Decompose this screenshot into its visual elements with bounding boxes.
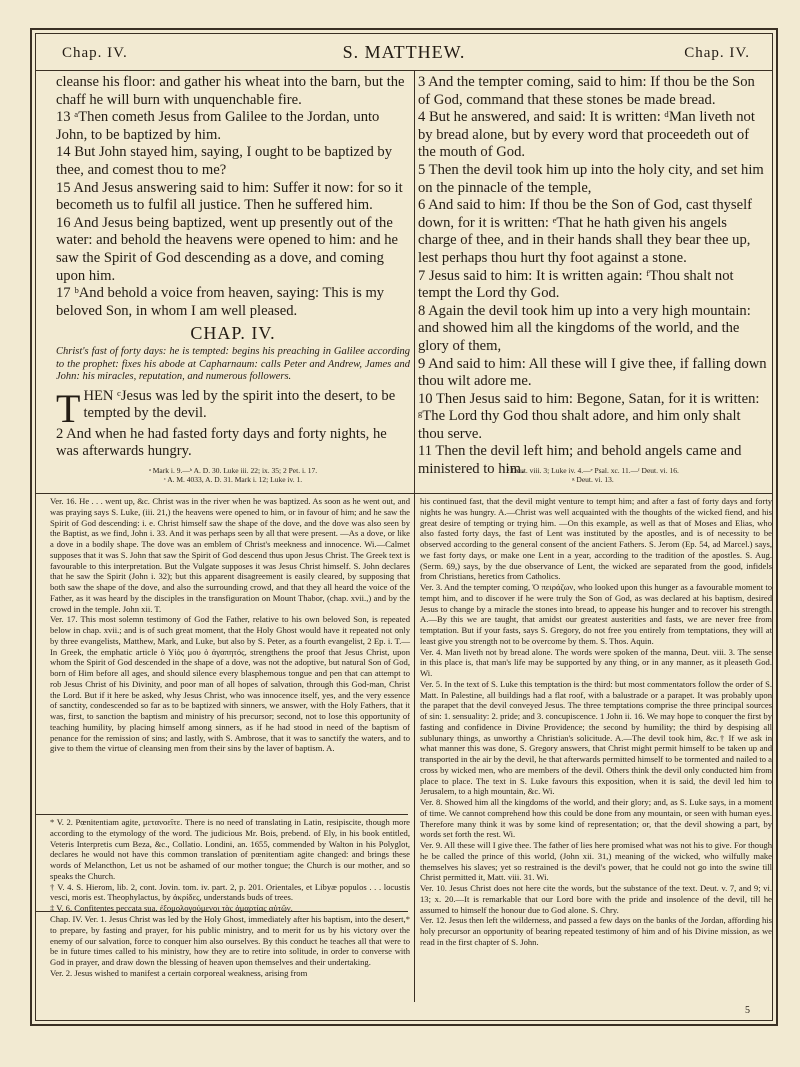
- commentary-paragraph: Ver. 2. Jesus wished to manifest a certain corporeal weakness, arising from: [50, 967, 308, 978]
- footnote: ᵍ Deut. vi. 13.: [572, 475, 614, 484]
- commentary-rule: [36, 493, 772, 494]
- footnote: ᵈ Deut. viii. 3; Luke iv. 4.—ᵉ Psal. xc. 11.—ᶠ Deut. vi. 16.: [507, 466, 679, 475]
- left-text-column: [56, 74, 410, 460]
- page-inner-frame: [35, 33, 773, 1021]
- verse: 7 Jesus said to him: It is written again: ᶠThou shalt not tempt the Lord thy God.: [418, 267, 734, 302]
- footnotes-left: [56, 466, 410, 490]
- verse-1: [56, 385, 410, 431]
- commentary-right: [420, 496, 772, 992]
- commentary-paragraph: Ver. 12. Jesus then left the wilderness, and passed a few days on the banks of the Jordan, affording his holy precursor an opportunity of bearing repeated testimony of him and of his Divine mission, as we read in the first chapter of S. John.: [420, 915, 772, 947]
- footnote: ᶜ A. M. 4033, A. D. 31. Mark i. 12; Luke iv. 1.: [163, 475, 303, 484]
- running-header: [36, 42, 772, 64]
- notes-rule: [36, 814, 408, 815]
- page-frame: [30, 28, 778, 1026]
- verse: 13 ᵃThen cometh Jesus from Galilee to the Jordan, unto John, to be baptized by him.: [56, 109, 380, 143]
- commentary-paragraph: Ver. 17. This most solemn testimony of God the Father, relative to his own beloved Son, is repeated below in chap. xvii.; and is of such great moment, that the Holy Ghost would have it repeated not only by three evangelists, Matthew, Mark, and Luke, but also by S. Peter, as a fourth evangelist, 2 Ep. i. T.—In Greek, the emphatic article ὁ Υἱός μου ὁ ἀγαπητός, strengthens the proof that Jesus Christ, upon whom the Spirit of God descended in the shape of a dove, was not the adoptive, but natural Son of God, born of Him before all ages, and should silence every blasphemous tongue and pen that can attempt to rob Jesus Christ of his Divinity, and poor man of all hopes of salvation, through this God-man, Christ the Lord. But if it here be asked, why Jesus Christ, who was innocence itself, yes, and the very essence of sanctity, condescended so far as to be baptized with sinners, we answer, with the Holy Fathers, that it was, first, to sanction the baptism and ministry of his precursor; second, not to lose this opportunity of teaching humility, by placing himself among sinners, as if he had stood in need of the baptism of penance for the remission of sins; and lastly, with S. Ambrose, that it was to sanctify the waters, and to give to them the virtue of cleansing men from their sins by the laver of baptism. A.: [50, 614, 410, 754]
- commentary-paragraph: Ver. 8. Showed him all the kingdoms of the world, and their glory; and, as S. Luke says, in a moment of time. We cannot comprehend how this could be done from any mountain, or seen with human eyes. Therefore many think it was by some kind of representation; or, that the devil showing a part, by words set forth the rest. Wi.: [420, 797, 772, 840]
- verse: 10 Then Jesus said to him: Begone, Satan, for it is written: ᵍThe Lord thy God thou shalt adore, and him only shalt thou serve.: [418, 390, 760, 442]
- footnote: ᵃ Mark i. 9.—ᵇ A. D. 30. Luke iii. 22; ix. 35; 2 Pet. i. 17.: [148, 466, 318, 475]
- column-divider-lower: [414, 494, 415, 1002]
- note: * V. 2. Pœnitentiam agite, μετανοεῖτε. There is no need of translating in Latin, resipiscite, though more according to the etymology of the word. The judicious Mr. Bois, prebend. of Ely, in his book entitled, Veteris Interpretis cum Beza, &c., Collatio. Londini, an. 1655, commended by Walton in his Polyglot, declares he would not have this common translation of pœnitentiam agite changed: and brings these words of Melancthon, Let us not be ashamed of our mother tongue; the Church is our mother, and so speaks the Church.: [50, 817, 410, 881]
- commentary-paragraph: Chap. IV. Ver. 1. Jesus Christ was led by the Holy Ghost, immediately after his baptism, into the desert,* to prepare, by fasting and prayer, for his public ministry, and to merit for us by his victory over the enemy of our salvation, force to conquer him also ourselves. By this conduct he teaches all that were to be in future times called to his ministry, how they are to retire into solitude, in order to converse with God in prayer, and draw down the blessing of heaven upon themselves and their undertaking.: [50, 914, 410, 967]
- commentary-left-upper: [50, 496, 410, 814]
- header-right: Chap. IV.: [684, 45, 750, 61]
- header-rule: [36, 70, 772, 71]
- drop-cap: T: [56, 385, 81, 431]
- notes-rule-bottom: [36, 911, 408, 912]
- footnotes-right: [418, 466, 768, 490]
- column-divider-upper: [414, 71, 415, 493]
- verse: 9 And said to him: All these will I give thee, if falling down thou wilt adore me.: [418, 355, 767, 390]
- commentary-paragraph: Ver. 16. He . . . went up, &c. Christ was in the river when he was baptized. As soon as he went out, and was praying says S. Luke, (iii. 21,) the heavens were opened to him, or in favour of him; and he saw the Spirit of God descending: i. e. Christ himself saw the shape of the dove, and the dove was also seen by the Baptist, as we find, John i. 33. And it was perhaps seen by all that were present. —As a dove, or like a dove in a bodily shape. The dove was an emblem of Christ's meekness and innocence. Wi.—Calmet supposes that it was S. John that saw the Spirit of God descend thus upon Jesus Christ. The Greek text is favourable to this interpretation. But the Vulgate supposes it was Jesus Christ himself. S. John declares that he saw the Spirit (John i. 32); but this apparent disagreement is easily cleared, by supposing that both saw the shape of the dove, and also the surrounding crowd, and that they all heard the voice of the Father, as it was heard by the disciples in the transfiguration on Mount Thabor, (chap. xvii.,) and by the crowd in the temple. John xii. T.: [50, 496, 410, 614]
- verse: 4 But he answered, and said: It is written: ᵈMan liveth not by bread alone, but by every word that proceedeth out of the mouth of God.: [418, 109, 755, 161]
- header-title: S. MATTHEW.: [342, 42, 466, 62]
- verse: 17 ᵇAnd behold a voice from heaven, saying: This is my beloved Son, in whom I am well pleased.: [56, 285, 385, 319]
- commentary-paragraph: Ver. 5. In the text of S. Luke this temptation is the third: but most commentators follow the order of S. Matt. In Palestine, all buildings had a flat roof, with a balustrade or a parapet. It was probably upon the parapet that the devil conveyed Jesus. The three temptations comprise the three principal sources of sin: 1. sensuality: 2. pride; and 3. concupiscence. 1 John ii. 16. We may hope to conquer the first by fasting and confidence in Divine Providence; the second by humility; the third by despising all sublunary things, as unworthy a Christian's solicitude. A.—The devil took him, &c.† If we ask in what manner this was done, S. Gregory answers, that Christ might permit himself to be taken up and transported in the air by the devil, he that afterwards permitted himself to be tormented and nailed to a cross by wicked men, who are members of the devil. Others think the devil only conducted him from place to place. The text in S. Luke favours this exposition, when it is said, the devil led him to Jerusalem, to a high mountain, &c. Wi.: [420, 678, 772, 797]
- commentary-paragraph: Ver. 4. Man liveth not by bread alone. The words were spoken of the manna, Deut. viii. 3. The sense in this place is, that man's life may be supported by any thing, or in any manner, as it pleaseth God. Wi.: [420, 646, 772, 678]
- verse: 2 And when he had fasted forty days and forty nights, he was afterwards hungry.: [56, 425, 387, 460]
- verse: 3 And the tempter coming, said to him: If thou be the Son of God, command that these stones be made bread.: [418, 74, 755, 108]
- verse: 15 And Jesus answering said to him: Suffer it now: for so it becometh us to fulfil all justice. Then he suffered him.: [56, 179, 403, 214]
- translation-notes: [50, 817, 410, 913]
- commentary-paragraph: Ver. 10. Jesus Christ does not here cite the words, but the substance of the text. Deut. v. 7, and 9; vi. 13; x. 20.—It is remarkable that our Lord bore with the pride and insolence of the devil, till he assumed to himself the honour due to God alone. S. Chry.: [420, 883, 772, 915]
- verse: 6 And said to him: If thou be the Son of God, cast thyself down, for it is written: ᵉThat he hath given his angels charge of thee, and in their hands shall they bear thee up, lest perhaps thou hurt thy foot against a stone.: [418, 197, 752, 266]
- commentary-paragraph: Ver. 3. And the tempter coming, Ὁ πειράζων, who looked upon this hunger as a favourable moment to tempt him, and to discover if he were truly the Son of God, as was declared at his baptism, desired Jesus to change by a miracle the stones into bread, to appease his hunger and to recover his strength. A.—By this we are taught, that amidst our greatest austerities and fasts, we are never free from temptation. But if your fasts, says S. Gregory, do not free you entirely from temptations, they will at least give you strength not to be overcome by them. S. Thos. Aquin.: [420, 582, 772, 646]
- verse-1-text: HEN ᶜJesus was led by the spirit into the desert, to be tempted by the devil.: [83, 387, 396, 422]
- page-number: 5: [745, 1005, 750, 1016]
- chapter-summary: Christ's fast of forty days: he is tempted: begins his preaching in Galilee according to the prophet: fixes his abode at Capharnaum: calls Peter and Andrew, James and John: his miracles, reputation, and numerous followers.: [56, 346, 410, 383]
- chapter-heading: CHAP. IV.: [190, 323, 276, 344]
- commentary-left-lower: [50, 914, 410, 1002]
- commentary-paragraph: his continued fast, that the devil might venture to tempt him; and after a fast of forty days and forty nights he was hungry. A.—Christ was well acquainted with the thoughts of the wicked fiend, and his great desire of tempting or trying him. —On this example, as well as that of Moses and Elias, who also fasted forty days, the fast of Lent was instituted by the apostles, and is of necessity to be observed according to the general consent of the ancient Fathers. S. Jerom (Ep. 54, ad Marcel.) says, we fast forty days, or make one Lent in a year, according to the tradition of the apostles. S. Aug. (Serm. 69,) says, by the due observance of Lent, the wicked are separated from the good, infidels from Christians, heretics from Catholics.: [420, 496, 772, 582]
- verse: 16 And Jesus being baptized, went up presently out of the water: and behold the heavens were opened to him: and he saw the Spirit of God descending as a dove, and coming upon him.: [56, 214, 399, 284]
- verse: 5 Then the devil took him up into the holy city, and set him on the pinnacle of the temple,: [418, 161, 764, 196]
- verse: 14 But John stayed him, saying, I ought to be baptized by thee, and comest thou to me?: [56, 144, 393, 178]
- verse: 11 Then the devil left him; and behold angels came and ministered to him.: [418, 443, 742, 478]
- header-left: Chap. IV.: [62, 45, 128, 61]
- verse: cleanse his floor: and gather his wheat into the barn, but the chaff he will burn with unquenchable fire.: [56, 74, 405, 108]
- note: † V. 4. S. Hierom, lib. 2, cont. Jovin. tom. iv. part. 2, p. 201. Orientales, et Libyæ populos . . . locustis vesci, moris est. Theophylactus, by ἀκρίδες, understands buds of trees.: [50, 881, 410, 903]
- note: ‡ V. 6. Confitentes peccata sua. ἐξομολογούμενοι τὰς ἁμαρτίας αὐτῶν.: [50, 903, 293, 913]
- verse: 8 Again the devil took him up into a very high mountain: and showed him all the kingdoms of the world, and the glory of them,: [418, 302, 751, 354]
- commentary-paragraph: Ver. 9. All these will I give thee. The father of lies here promised what was not his to give. For though he be called the prince of this world, (John xii. 31,) meaning of the wicked, who wilfully make themselves his slaves; yet so restrained is the devil's power, that he could not go into the swine till Christ permitted it, Matt. viii. 31. Wi.: [420, 840, 772, 883]
